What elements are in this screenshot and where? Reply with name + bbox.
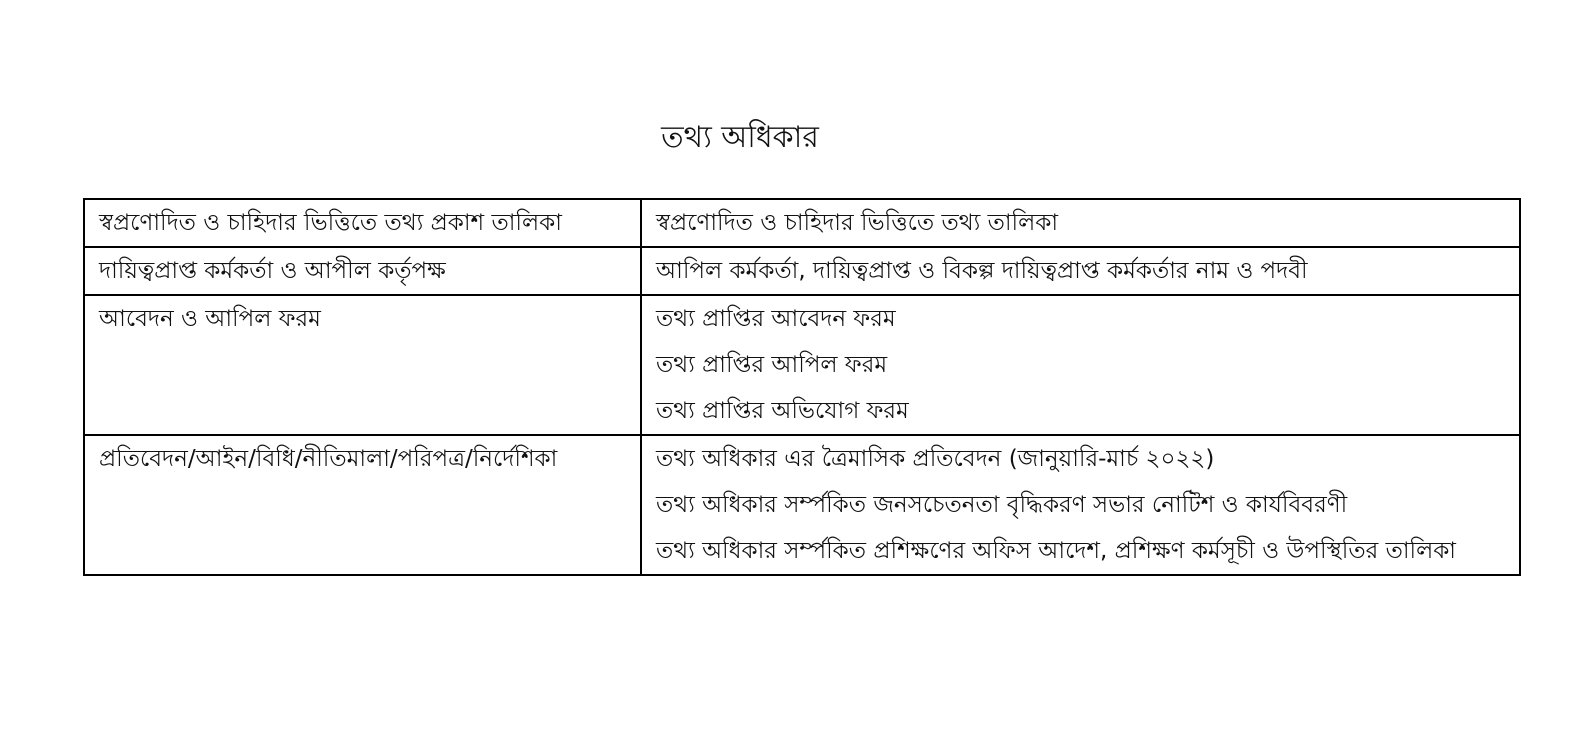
info-table (83, 198, 1521, 576)
category-cell: আবেদন ও আপিল ফরম (84, 295, 641, 435)
document-link[interactable]: স্বপ্রণোদিত ও চাহিদার ভিত্তিতে তথ্য তালিকা (656, 210, 1059, 236)
document-link[interactable]: তথ্য অধিকার সর্ম্পকিত জনসচেতনতা বৃদ্ধিকরণ সভার নোটিশ ও কার্যবিবরণী (656, 492, 1348, 518)
table-row (84, 295, 1520, 435)
document-link[interactable]: আপিল কর্মকর্তা, দায়িত্বপ্রাপ্ত ও বিকল্প দায়িত্বপ্রাপ্ত কর্মকর্তার নাম ও পদবী (656, 258, 1308, 284)
documents-cell (641, 247, 1520, 295)
table-row (84, 247, 1520, 295)
document-link[interactable]: তথ্য প্রাপ্তির অভিযোগ ফরম (656, 398, 909, 424)
document-link[interactable]: তথ্য অধিকার এর ত্রৈমাসিক প্রতিবেদন (জানুয়ারি-মার্চ ২০২২) (656, 446, 1215, 472)
category-cell: প্রতিবেদন/আইন/বিধি/নীতিমালা/পরিপত্র/নির্দেশিকা (84, 435, 641, 575)
documents-cell (641, 295, 1520, 435)
table-row (84, 435, 1520, 575)
documents-cell (641, 435, 1520, 575)
page-title: তথ্য অধিকার (661, 120, 819, 155)
category-cell: স্বপ্রণোদিত ও চাহিদার ভিত্তিতে তথ্য প্রকাশ তালিকা (84, 199, 641, 247)
document-link[interactable]: তথ্য প্রাপ্তির আবেদন ফরম (656, 306, 896, 332)
category-cell: দায়িত্বপ্রাপ্ত কর্মকর্তা ও আপীল কর্তৃপক্ষ (84, 247, 641, 295)
document-link[interactable]: তথ্য অধিকার সর্ম্পকিত প্রশিক্ষণের অফিস আদেশ, প্রশিক্ষণ কর্মসূচী ও উপস্থিতির তালিকা (656, 538, 1456, 564)
documents-cell (641, 199, 1520, 247)
table-row (84, 199, 1520, 247)
document-link[interactable]: তথ্য প্রাপ্তির আপিল ফরম (656, 352, 888, 378)
